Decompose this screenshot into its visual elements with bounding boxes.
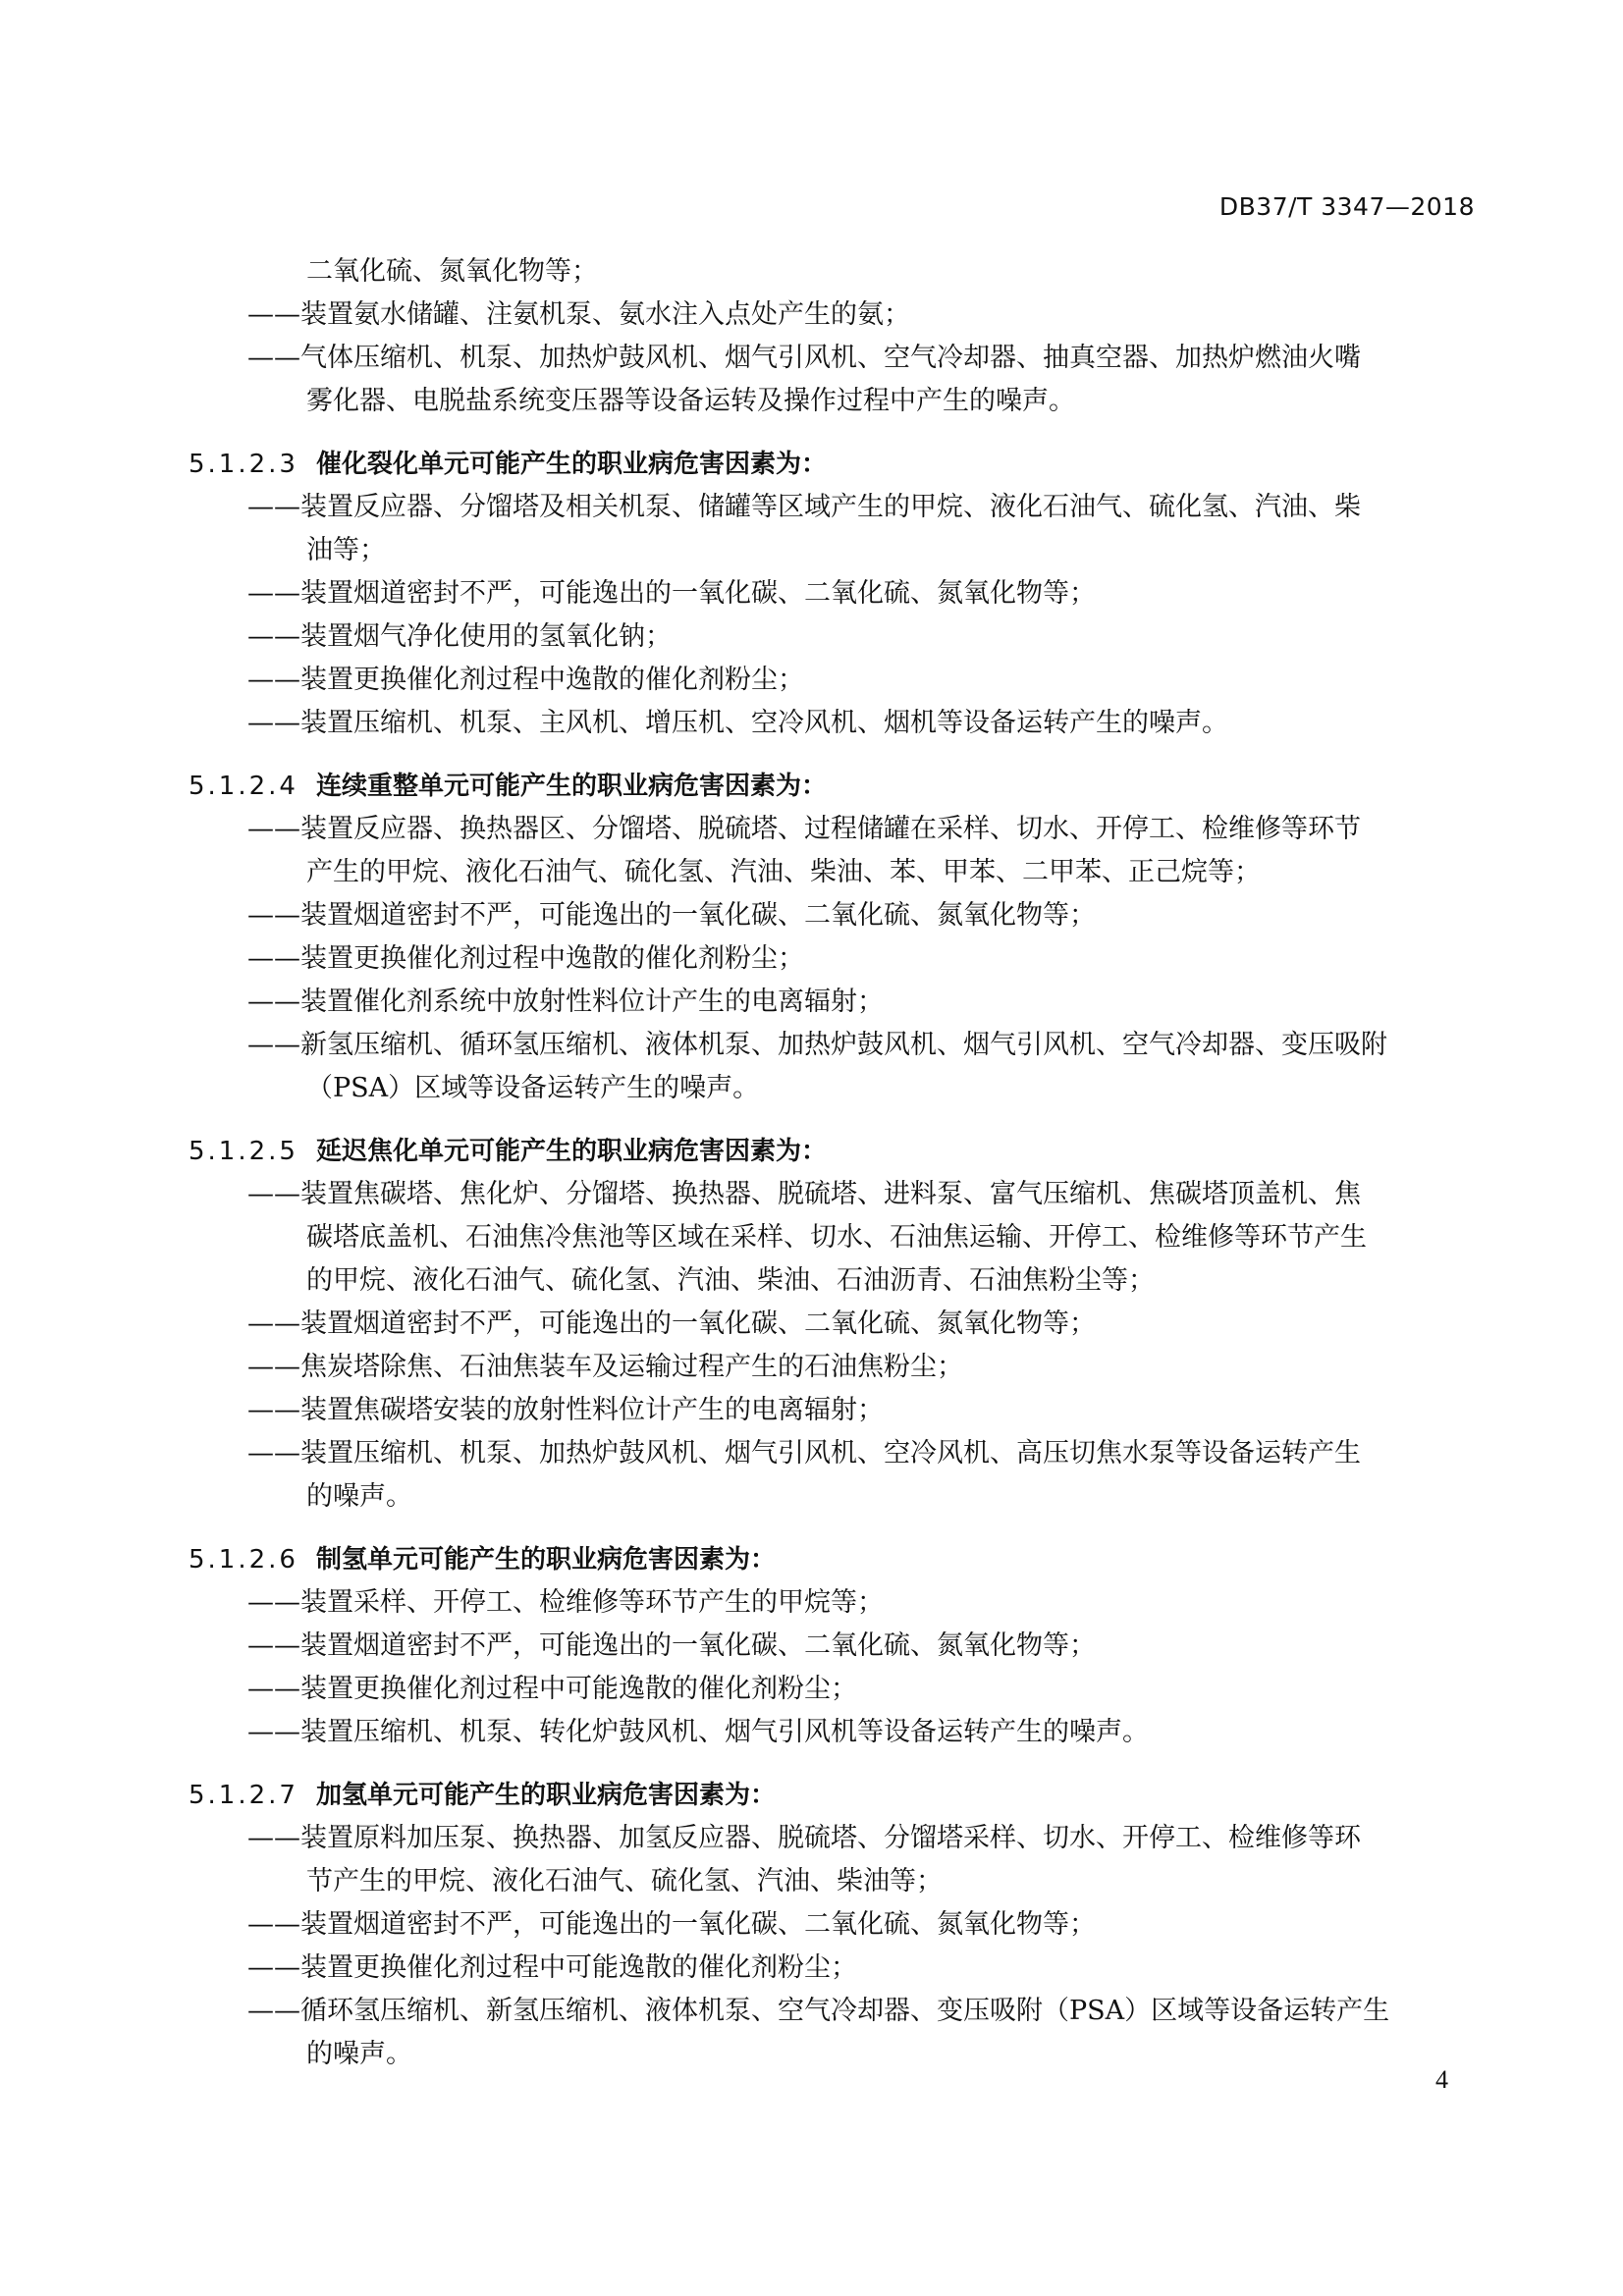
list-item: ——装置更换催化剂过程中逸散的催化剂粉尘； <box>247 665 804 695</box>
clause-number: 5.1.2.6 <box>189 1545 298 1575</box>
list-item-continuation: 的噪声。 <box>306 1481 412 1512</box>
list-item-continuation: 油等； <box>306 535 386 565</box>
list-item-continuation: 的甲烷、液化石油气、硫化氢、汽油、柴油、石油沥青、石油焦粉尘等； <box>306 1265 1155 1296</box>
list-item: ——装置烟道密封不严，可能逸出的一氧化碳、二氧化硫、氮氧化物等； <box>247 900 1096 931</box>
clause-5-1-2-4 <box>189 765 1477 1110</box>
list-item: ——装置催化剂系统中放射性料位计产生的电离辐射； <box>247 987 884 1017</box>
list-item: ——装置反应器、分馏塔及相关机泵、储罐等区域产生的甲烷、液化石油气、硫化氢、汽油、柴 <box>247 492 1361 522</box>
list-item: ——装置烟道密封不严，可能逸出的一氧化碳、二氧化硫、氮氧化物等； <box>247 1909 1096 1940</box>
list-item: ——装置焦碳塔安装的放射性料位计产生的电离辐射； <box>247 1395 884 1425</box>
clause-title: 延迟焦化单元可能产生的职业病危害因素为： <box>316 1137 828 1166</box>
clause-heading <box>189 443 1477 486</box>
clause-title: 连续重整单元可能产生的职业病危害因素为： <box>316 772 828 801</box>
list-item: ——装置烟道密封不严，可能逸出的一氧化碳、二氧化硫、氮氧化物等； <box>247 1630 1096 1661</box>
list-item: ——循环氢压缩机、新氢压缩机、液体机泵、空气冷却器、变压吸附（PSA）区域等设备运转产生 <box>247 1996 1390 2026</box>
list-item: ——新氢压缩机、循环氢压缩机、液体机泵、加热炉鼓风机、烟气引风机、空气冷却器、变压吸附 <box>247 1030 1387 1060</box>
list-item: ——装置烟道密封不严，可能逸出的一氧化碳、二氧化硫、氮氧化物等； <box>247 1308 1096 1339</box>
list-item-continuation: （PSA）区域等设备运转产生的噪声。 <box>306 1073 760 1103</box>
clause-5-1-2-5 <box>189 1130 1477 1519</box>
list-item-continuation: 雾化器、电脱盐系统变压器等设备运转及操作过程中产生的噪声。 <box>306 386 1075 416</box>
list-item: ——装置烟道密封不严，可能逸出的一氧化碳、二氧化硫、氮氧化物等； <box>247 578 1096 609</box>
clause-number: 5.1.2.3 <box>189 450 298 479</box>
document-code: DB37/T 3347—2018 <box>1218 192 1475 221</box>
clause-5-1-2-7 <box>189 1774 1477 2076</box>
document-body <box>189 250 1477 2076</box>
list-item: ——装置烟气净化使用的氢氧化钠； <box>247 621 672 652</box>
list-item: ——装置压缩机、机泵、主风机、增压机、空冷风机、烟机等设备运转产生的噪声。 <box>247 708 1228 738</box>
clause-heading <box>189 1130 1477 1173</box>
clause-heading <box>189 1774 1477 1817</box>
list-item-continuation: 的噪声。 <box>306 2039 412 2069</box>
list-item: ——焦炭塔除焦、石油焦装车及运输过程产生的石油焦粉尘； <box>247 1352 963 1382</box>
list-item: ——装置焦碳塔、焦化炉、分馏塔、换热器、脱硫塔、进料泵、富气压缩机、焦碳塔顶盖机、焦 <box>247 1179 1361 1209</box>
page-number: 4 <box>1435 2065 1448 2094</box>
clause-title: 催化裂化单元可能产生的职业病危害因素为： <box>316 450 828 479</box>
list-item: ——装置氨水储罐、注氨机泵、氨水注入点处产生的氨； <box>247 299 910 330</box>
clause-5-1-2-6 <box>189 1538 1477 1754</box>
clause-5-1-2-3 <box>189 443 1477 745</box>
clause-number: 5.1.2.4 <box>189 772 298 801</box>
list-item: ——装置更换催化剂过程中可能逸散的催化剂粉尘； <box>247 1952 857 1983</box>
list-item-continuation: 碳塔底盖机、石油焦冷焦池等区域在采样、切水、石油焦运输、开停工、检维修等环节产生 <box>306 1222 1367 1253</box>
list-item: ——装置反应器、换热器区、分馏塔、脱硫塔、过程储罐在采样、切水、开停工、检维修等环节 <box>247 814 1361 844</box>
list-item-continuation: 二氧化硫、氮氧化物等； <box>306 256 598 287</box>
list-item: ——装置原料加压泵、换热器、加氢反应器、脱硫塔、分馏塔采样、切水、开停工、检维修等环 <box>247 1823 1361 1853</box>
list-item: ——气体压缩机、机泵、加热炉鼓风机、烟气引风机、空气冷却器、抽真空器、加热炉燃油火嘴 <box>247 343 1361 373</box>
clause-heading <box>189 765 1477 808</box>
list-item-continuation: 产生的甲烷、液化石油气、硫化氢、汽油、柴油、苯、甲苯、二甲苯、正己烷等； <box>306 857 1261 887</box>
clause-heading <box>189 1538 1477 1581</box>
list-item: ——装置压缩机、机泵、转化炉鼓风机、烟气引风机等设备运转产生的噪声。 <box>247 1717 1149 1747</box>
list-item: ——装置更换催化剂过程中可能逸散的催化剂粉尘； <box>247 1674 857 1704</box>
clause-number: 5.1.2.7 <box>189 1781 298 1810</box>
list-item: ——装置采样、开停工、检维修等环节产生的甲烷等； <box>247 1587 884 1618</box>
clause-title: 加氢单元可能产生的职业病危害因素为： <box>316 1781 777 1810</box>
list-item: ——装置更换催化剂过程中逸散的催化剂粉尘； <box>247 943 804 974</box>
list-item-continuation: 节产生的甲烷、液化石油气、硫化氢、汽油、柴油等； <box>306 1866 943 1896</box>
clause-number: 5.1.2.5 <box>189 1137 298 1166</box>
list-item: ——装置压缩机、机泵、加热炉鼓风机、烟气引风机、空冷风机、高压切焦水泵等设备运转产生 <box>247 1438 1361 1468</box>
clause-title: 制氢单元可能产生的职业病危害因素为： <box>316 1545 777 1575</box>
